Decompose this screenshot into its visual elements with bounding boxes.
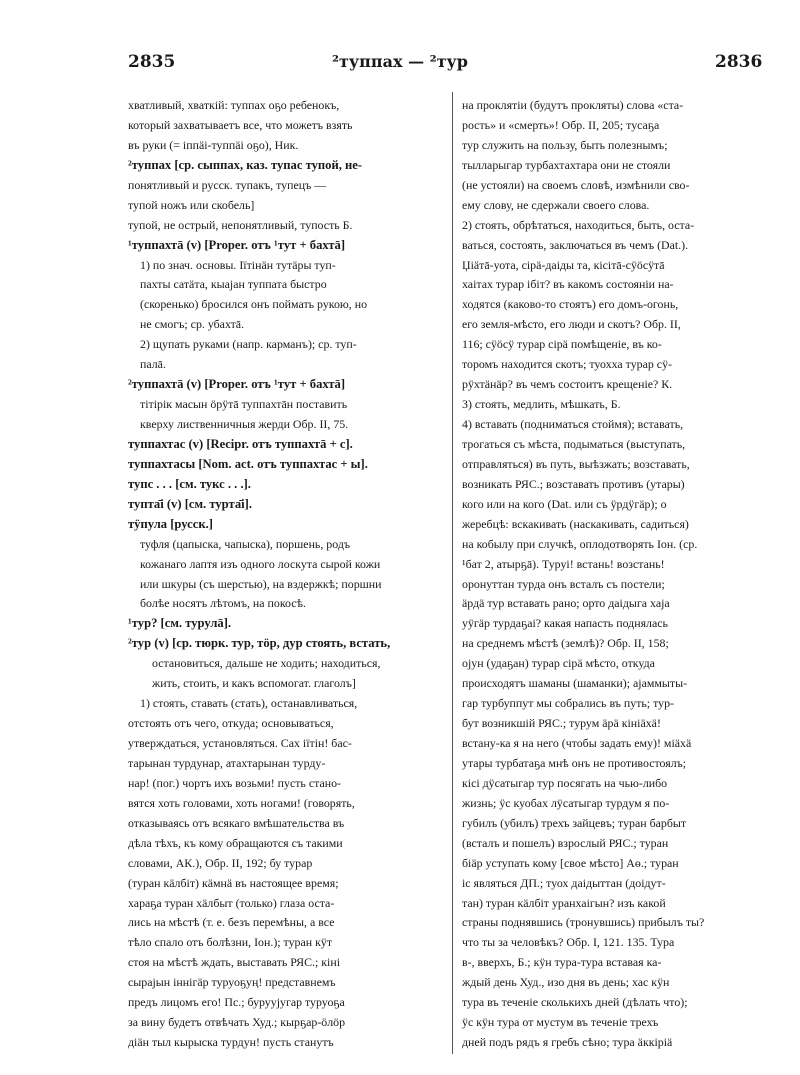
left-column-line: кожанаго лаптя изъ одного лоскута сырой кожи [140, 556, 381, 571]
right-column-line: кого или на кого (Dat. или съ ÿрдÿгäр); о [462, 496, 667, 511]
left-column-line: (скоренько) бросился онъ поймать рукою, но [140, 297, 368, 312]
left-column-line: не смогъ; ср. убахтā. [140, 317, 245, 332]
left-column-line: тупта̄і (v) [см. турта̄і]. [128, 496, 252, 511]
left-column-line: туфля (цапыска, чапыска), поршень, родъ [140, 536, 351, 551]
right-column-line: в-, вверхъ, Б.; кÿн тура-тура вставая ка- [462, 955, 662, 970]
left-column-line: сыраjын іннігäр туруоҕуң! представнемъ [128, 975, 336, 990]
right-column-line: тылларыгар турбахтахтара они не стояли [462, 157, 671, 172]
left-column-line: хараҕа туран хäлбыт (только) глаза оста- [128, 895, 335, 910]
left-column-line: туппахтасы [Nom. act. отъ туппахтас + ы]. [128, 456, 368, 471]
right-column-line: äрдä тур вставать рано; орто даідыга хаjа [462, 596, 670, 611]
right-column-line: Џіäтā-уота, сірä-даіды та, кісітā-сÿöсÿтā [462, 257, 665, 272]
left-column-line: отстоять отъ чего, откуда; основываться, [128, 716, 334, 731]
left-column-line: тупой, не острый, непонятливый, тупость Б. [128, 217, 353, 232]
left-column-line: тѣло спало отъ болѣзни, Іон.); туран кÿт [128, 935, 333, 950]
right-column-line: отправляться) въ путь, выѣзжать; возставать, [462, 456, 690, 471]
running-title: ²туппах — ²тур [332, 52, 468, 71]
left-column-line: жить, стоить, и какъ вспомогат. глаголъ] [152, 676, 356, 691]
right-column-line: гар турбуппут мы собрались въ путь; тур- [462, 696, 674, 711]
left-column-line: кверху лиственничныя жерди Обр. II, 75. [140, 417, 349, 431]
left-column-line: тітірік масын öрÿтā туппахтāн поставить [140, 397, 348, 412]
left-column-line: понятливый и русск. тупакъ, тупецъ — [128, 177, 327, 192]
right-page-number: 2836 [715, 52, 763, 72]
right-column-line: біäр уступать кому [свое мѣсто] Аө.; туран [462, 855, 679, 870]
right-column-line: страны поднявшись (тронувшись) прибылъ ты? [462, 915, 705, 930]
right-column-line: хаітах турар ібіт? въ какомъ состояніи на- [462, 277, 674, 292]
left-column-line: тÿпула [русск.] [128, 516, 213, 531]
left-column-line: ¹туппахтā (v) [Proper. отъ ¹тут + бахтā] [128, 237, 346, 252]
right-column-line: на проклятіи (будутъ прокляты) слова «ста- [462, 98, 684, 112]
right-column-line: 116; сÿöсÿ турар сірä помѣщеніе, въ ко- [462, 337, 662, 352]
right-column-line: на среднемъ мѣстѣ (землѣ)? Обр. II, 158; [462, 636, 669, 651]
right-column [462, 96, 784, 1053]
right-column-line: оронуттан турда онъ всталъ съ постели; [462, 576, 665, 591]
left-column-line: ²тур (v) [ср. тюрк. тур, тöр, дур стоять, встать, [128, 636, 391, 651]
right-column-line: оjун (удаҕан) турар сірä мѣсто, откуда [462, 656, 655, 671]
left-column-line: палā. [140, 357, 166, 372]
right-column-line: торомъ находится скотъ; туохха турар сÿ- [462, 357, 672, 372]
right-column-line: ходятся (каково-то стоятъ) его домъ-огонь, [462, 297, 679, 312]
left-column-line: нар! (пог.) чортъ ихъ возьми! пусть стано- [128, 775, 341, 790]
right-column-line: на кобылу при случкѣ, оплодотворять Іон. (ср. [462, 536, 698, 551]
right-column-line: жизнь; ÿс куобах лÿсатыгар турдум я по- [462, 795, 670, 810]
right-column-line: трогаться съ мѣста, подыматься (выступать, [462, 436, 686, 451]
page-header [0, 52, 800, 78]
right-column-line: ваться, состоять, заключаться въ чемъ (Dat.). [462, 237, 689, 252]
left-page-number: 2835 [128, 52, 176, 72]
right-column-line: тур служить на пользу, быть полезнымъ; [462, 137, 668, 152]
right-column-line: его земля-мѣсто, его люди и скотъ? Обр. II, [462, 317, 681, 332]
left-column-line: тупс . . . [см. тукс . . .]. [128, 476, 251, 491]
right-column-line: рость» и «смерть»! Обр. II, 205; тусаҕа [462, 117, 660, 132]
right-column-line: ÿс кÿн тура от мустум въ теченіе трехъ [462, 1015, 659, 1030]
right-column-line: губилъ (убилъ) трехъ зайцевъ; туран барбыт [462, 815, 687, 830]
right-column-line: 3) стоять, медлить, мѣшкать, Б. [462, 397, 621, 412]
left-column-line: 2) щупать руками (напр. карманъ); ср. туп- [140, 337, 357, 352]
right-column-line: (не устояли) на своемъ словѣ, измѣнили сво- [462, 177, 690, 192]
left-column-line: 1) стоять, ставать (стать), останавливаться, [140, 696, 358, 711]
left-column-line: дѣла тѣхъ, къ кому обращаются съ такими [128, 835, 343, 850]
left-column-line: 1) по знач. основы. Іїтінäн тутäры туп- [140, 257, 336, 272]
left-column-line: или шкуры (съ шерстью), на вздержкѣ; поршни [140, 576, 382, 591]
left-column-line: ²туппахтā (v) [Proper. отъ ¹тут + бахтā] [128, 377, 346, 392]
right-column-line: іс являться ДП.; туох даідыттан (доідут- [462, 875, 666, 890]
right-column-line: ¹бат 2, атырҕā). Туруі! встань! возстань! [462, 556, 665, 571]
left-column-line: пахты сатäта, кыаjан туппата быстро [140, 277, 327, 292]
left-column-line: ²туппах [ср. сыппах, каз. тупас тупой, не- [128, 157, 363, 172]
left-column-line: ¹тур? [см. турулā]. [128, 616, 232, 631]
right-column-line: утары турбатаҕа мнѣ онъ не противостоялъ; [462, 755, 687, 770]
right-column-line: рÿхтäнäр? въ чемъ состоитъ крещеніе? К. [462, 377, 673, 392]
left-column-line: предъ лицомъ его! Пс.; бурууjугар туруоҕа [128, 995, 345, 1010]
left-column-line: за вину будетъ отвѣчать Худ.; кырҕар-öлöр [128, 1015, 346, 1030]
right-column-line: кісі дÿсатыгар тур посягать на чью-либо [462, 775, 668, 790]
right-column-line: тура въ теченіе сколькихъ дней (дѣлать что); [462, 995, 688, 1010]
right-column-line: тан) туран кäлбіт уранхаігын? изъ какой [462, 895, 666, 910]
left-column-line: тупой ножъ или скобель] [128, 197, 255, 212]
left-column-line: утверждаться, установляться. Сах іїтін! бас- [128, 736, 352, 750]
right-column-line: ему слову, не сдержали своего слова. [462, 197, 650, 212]
left-column-line: болѣе носятъ лѣтомъ, на покосѣ. [140, 596, 306, 611]
right-column-line: жеребцѣ: вскакивать (наскакивать, садиться) [462, 516, 689, 531]
right-column-line: что ты за человѣкъ? Обр. I, 121. 135. Тура [462, 935, 675, 950]
right-column-line: ждый день Худ., изо дня въ день; хас кÿн [462, 975, 670, 990]
right-column-line: дней подъ рядъ я гребъ сѣно; тура äккіріä [462, 1035, 673, 1050]
left-column-line: стоя на мѣстѣ ждать, выставать РЯС.; кіні [128, 955, 341, 970]
left-column-line: отказываясь отъ всякаго вмѣшательства въ [128, 815, 345, 830]
left-column-line: который захватываетъ все, что можетъ взять [128, 117, 353, 132]
column-divider [452, 92, 453, 1054]
left-column-line: тарынан турдунар, атахтарынан турду- [128, 755, 326, 770]
right-column-line: встану-ка я на него (чтобы задать ему)! міäхä [462, 736, 692, 750]
right-column-line: 2) стоять, обрѣтаться, находиться, быть, оста- [462, 217, 695, 232]
right-column-line: возникать РЯС.; возставать противъ (утары) [462, 476, 685, 491]
left-column-line: туппахтас (v) [Recipr. отъ туппахтā + с]. [128, 436, 353, 451]
left-column-line: въ руки (= іппäі-туппäі оҕо), Ник. [128, 137, 299, 152]
left-column-line: хватливый, хваткій: туппах оҕо ребенокъ, [128, 98, 340, 112]
left-column-line: остановиться, дальше не ходить; находиться, [152, 656, 381, 671]
right-column-line: 4) вставать (подниматься стоймя); вставать, [462, 417, 684, 431]
left-column-line: лись на мѣстѣ (т. е. безъ перемѣны, а все [128, 915, 335, 930]
left-column [128, 96, 446, 1053]
right-column-line: происходятъ шаманы (шаманки); аjаммыты- [462, 676, 688, 691]
left-column-line: словами, АК.), Обр. II, 192; бу турар [128, 855, 313, 870]
left-column-line: (туран кäлбіт) кäмнä въ настоящее время; [128, 875, 339, 890]
left-column-line: вятся хоть головами, хоть ногами! (говорять, [128, 795, 355, 810]
right-column-line: бут возникшій РЯС.; турум äрä кініäхä! [462, 716, 661, 731]
right-column-line: (всталъ и пошелъ) взрослый РЯС.; туран [462, 835, 669, 850]
right-column-line: уÿгäр турдаҕаі? какая напасть поднялась [462, 616, 668, 631]
left-column-line: діäн тыл кырыска турдун! пусть станутъ [128, 1035, 334, 1050]
